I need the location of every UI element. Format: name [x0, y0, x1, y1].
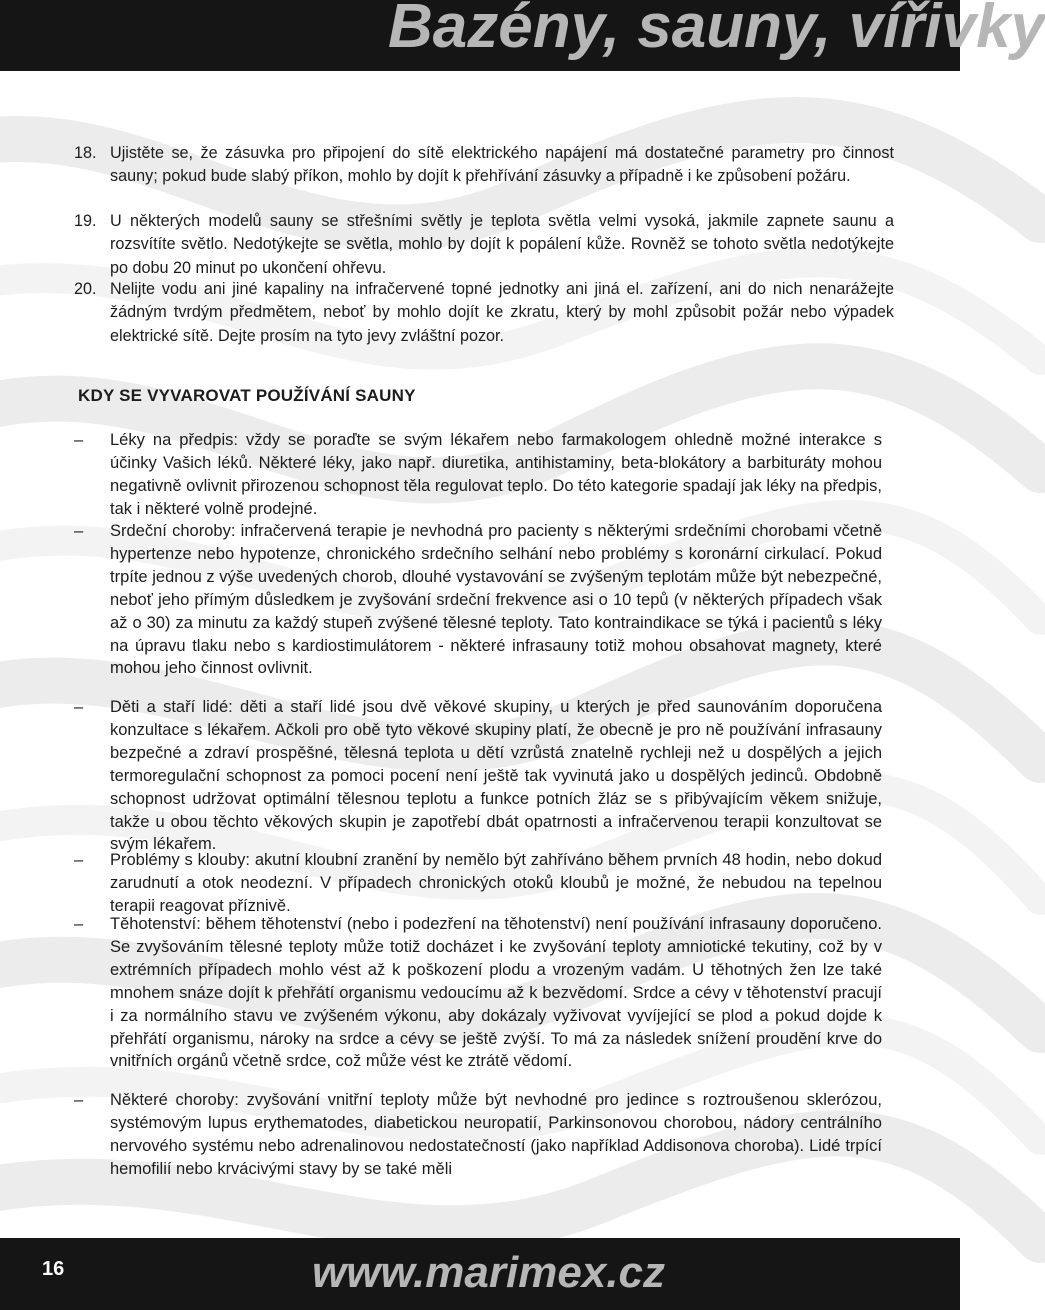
- dash-bullet: –: [74, 698, 84, 716]
- page-header: [0, 0, 1045, 71]
- header-title: Bazény, sauny, vířivky: [388, 0, 1045, 61]
- numbered-item: [74, 278, 894, 348]
- dash-bullet: –: [74, 915, 84, 933]
- bullet-item: [74, 696, 882, 856]
- page-footer: [0, 1238, 960, 1310]
- dash-bullet: –: [74, 851, 84, 869]
- bullet-text: Těhotenství: během těhotenství (nebo i podezření na těhotenství) není používání infrasauny doporučeno. Se zvyšováním tělesné teploty může totiž docházet i ke zvyšování teploty amniotické tekutiny, což by v extrémních případech mohlo vést až k poškození plodu a vrozeným vadám. U těhotných žen lze také mnohem snáze dojít k přehřátí organismu vedoucímu až k bezvědomí. Srdce a cévy v těhotenství pracují i za normálního stavu ve zvýšeném výkonu, aby dokázaly vyživovat vyvíjející se plod a pokud dojde k přehřátí organismu, nároky na srdce a cévy se ještě zvýší. To má za následek snížení proudění krve do vnitřních orgánů včetně srdce, což může vést ke ztrátě vědomí.: [110, 915, 882, 1071]
- numbered-item: [74, 210, 894, 280]
- bullet-text: Některé choroby: zvyšování vnitřní teploty může být nevhodné pro jedince s roztroušenou sklerózou, systémovým lupus erythematodes, diabetickou neuropatií, Parkinsonovou chorobou, nádory centrálního nervového systému nebo adrenalinovou nedostatečností (jako například Addisonova choroba). Lidé trpící hemofilií nebo krvácivými stavy by se také měli: [110, 1091, 882, 1178]
- bullet-text: Srdeční choroby: infračervená terapie je nevhodná pro pacienty s některými srdečními chorobami včetně hypertenze nebo hypotenze, chronického srdečního selhání nebo problémy s koronární cirkulací. Pokud trpíte jednou z výše uvedených chorob, dlouhé vystavování se zvýšeným teplotám může být nebezpečné, neboť jeho přímým důsledkem je zvyšování srdeční frekvence asi o 10 tepů (v některých případech však až o 30) za minutu za každý stupeň zvýšené tělesné teploty. Tato kontraindikace se týká i pacientů s léky na úpravu tlaku nebo s kardiostimulátorem - některé infrasauny totiž mohou obsahovat magnety, které mohou jeho činnost ovlivnit.: [110, 522, 882, 678]
- bullet-text: Děti a staří lidé: děti a staří lidé jsou dvě věkové skupiny, u kterých je před saunováním doporučena konzultace s lékařem. Ačkoli pro obě tyto věkové skupiny platí, že obecně je pro ně používání infrasauny bezpečné a zdraví prospěšné, tělesná teplota u dětí vzrůstá znatelně rychleji než u dospělých a jejich termoregulační schopnost za pomoci pocení není ještě tak vyvinutá jako u dospělých jedinců. Obdobně schopnost udržovat optimální tělesnou teplotu a funkce potních žláz se s přibývajícím věkem snižuje, takže u obou těchto věkových skupin je zapotřebí dbát opatrnosti a infračervenou terapii konzultovat se svým lékařem.: [110, 698, 882, 854]
- bullet-item: [74, 849, 882, 918]
- item-text: Nelijte vodu ani jiné kapaliny na infračervené topné jednotky ani jiná el. zařízení, ani do nich nenarážejte žádným tvrdým předmětem, neboť by mohlo dojít ke zkratu, který by mohl způsobit požár nebo výpadek elektrické sítě. Dejte prosím na tyto jevy zvláštní pozor.: [110, 280, 894, 345]
- item-number: 20.: [74, 280, 97, 298]
- bullet-item: [74, 1089, 882, 1181]
- bullet-text: Problémy s klouby: akutní kloubní zranění by nemělo být zahříváno během prvních 48 hodin, nebo dokud zarudnutí a otok neodezní. V případech chronických otoků kloubů je možné, že nebudou na tepelnou terapii reagovat příznivě.: [110, 851, 882, 915]
- numbered-item: [74, 142, 894, 189]
- bullet-item: [74, 913, 882, 1073]
- page-number: 16: [42, 1258, 65, 1280]
- item-text: Ujistěte se, že zásuvka pro připojení do sítě elektrického napájení má dostatečné parametry pro činnost sauny; pokud bude slabý příkon, mohlo by dojít k přehřívání zásuvky a případně i ke způsobení požáru.: [110, 144, 894, 186]
- bullet-item: [74, 429, 882, 521]
- dash-bullet: –: [74, 522, 84, 540]
- item-number: 19.: [74, 212, 97, 230]
- bullet-item: [74, 520, 882, 680]
- dash-bullet: –: [74, 431, 84, 449]
- footer-website-url: www.marimex.cz: [312, 1248, 665, 1297]
- section-heading: KDY SE VYVAROVAT POUŽÍVÁNÍ SAUNY: [78, 386, 416, 405]
- dash-bullet: –: [74, 1091, 84, 1109]
- item-number: 18.: [74, 144, 97, 162]
- item-text: U některých modelů sauny se střešními světly je teplota světla velmi vysoká, jakmile zapnete saunu a rozsvítíte světlo. Nedotýkejte se světla, mohlo by dojít k popálení kůže. Rovněž se tohoto světla nedotýkejte po dobu 20 minut po ukončení ohřevu.: [110, 212, 894, 277]
- bullet-text: Léky na předpis: vždy se poraďte se svým lékařem nebo farmakologem ohledně možné interakce s účinky Vašich léků. Některé léky, jako např. diuretika, antihistaminy, beta-blokátory a barbituráty mohou negativně ovlivnit přirozenou schopnost těla regulovat teplo. Do této kategorie spadají jak léky na předpis, tak i některé volně prodejné.: [110, 431, 882, 518]
